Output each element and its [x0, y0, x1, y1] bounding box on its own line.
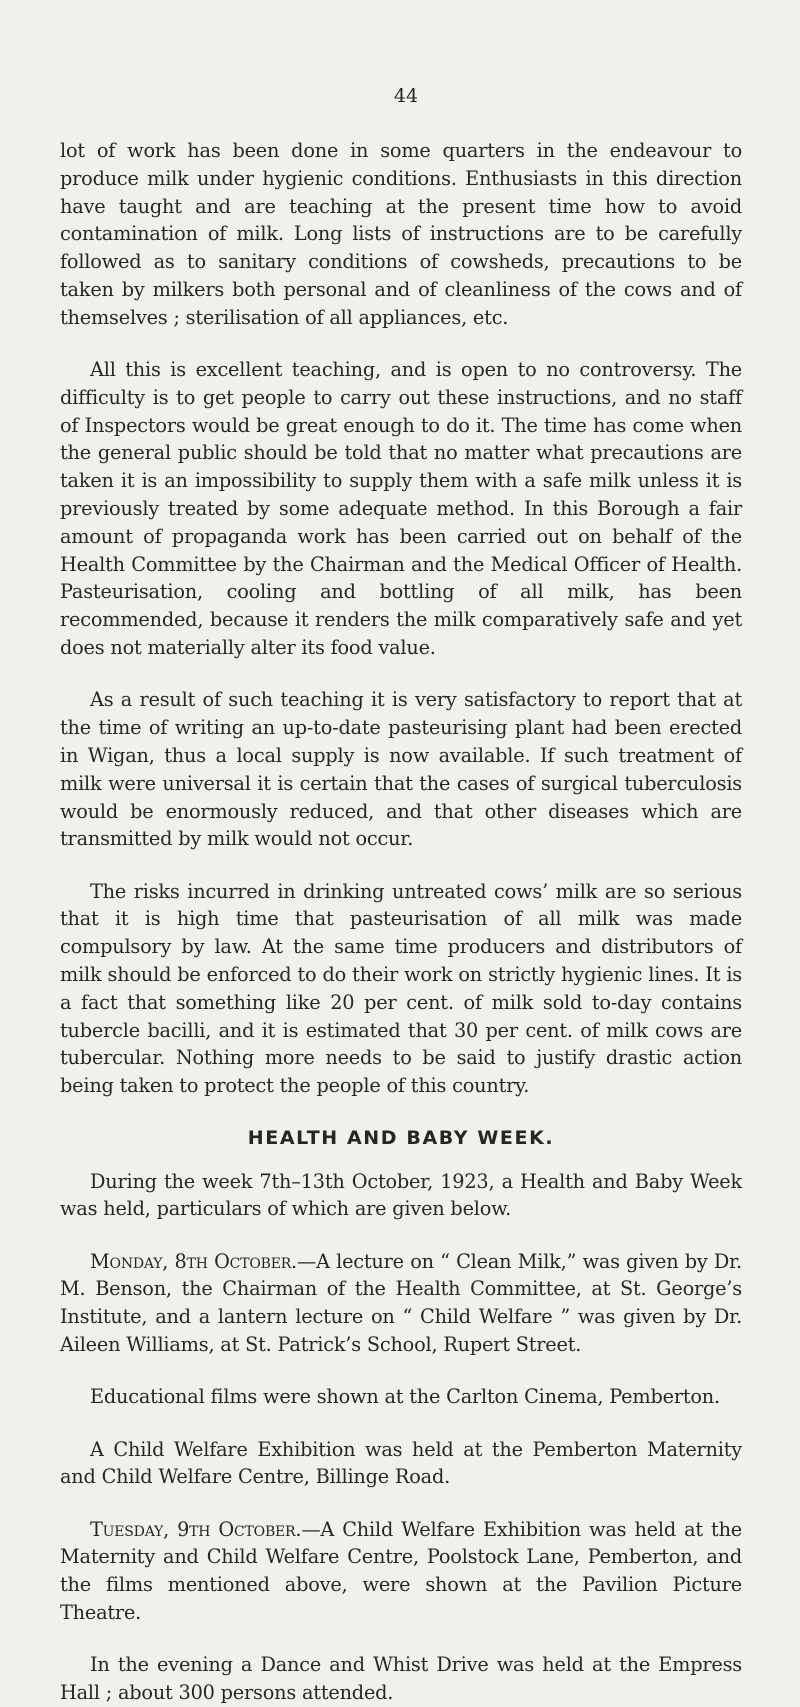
section-heading: HEALTH AND BABY WEEK.	[247, 1126, 555, 1149]
page-number: 44	[393, 85, 419, 107]
paragraph-tuesday	[60, 1516, 742, 1627]
paragraph-educational-films: Educational films were shown at the Carlton Cinema, Pemberton.	[90, 1385, 720, 1409]
paragraph-untreated-milk-risks: The risks incurred in drinking untreated cows’ milk are so serious that it is high time that pasteurisation of all milk was made compulsory by law. At the same time producers and distributors of milk should be enforced to do their work on strictly hygienic lines. It is a fact that something like 20 per cent. of milk sold to-day contains tubercle bacilli, and it is estimated that 30 per cent. of milk cows are tubercular. Nothing more needs to be said to justify drastic action being taken to protect the people of this country.	[60, 879, 742, 1098]
paragraph-dance-whist: In the evening a Dance and Whist Drive was held at the Empress Hall ; about 300 persons attended.	[60, 1653, 742, 1705]
monday-text: —A lecture on “ Clean Milk,” was given by Dr. M. Benson, the Chairman of the Health Committee, at St. George’s Institute, and a lantern lecture on “ Child Welfare ” was given by Dr. Aileen Williams, at St. Patrick’s School, Rupert Street.	[60, 1249, 742, 1356]
paragraph-week-intro: During the week 7th–13th October, 1923, a Health and Baby Week was held, particulars of which are given below.	[60, 1169, 742, 1221]
tuesday-date-label: Tuesday, 9th October.	[90, 1517, 302, 1541]
paragraph-monday	[60, 1248, 742, 1359]
paragraph-pasteurising-plant: As a result of such teaching it is very satisfactory to report that at the time of writing an up-to-date pasteurising plant had been erected in Wigan, thus a local supply is now available. If such treatment of milk were universal it is certain that the cases of surgical tuberculosis would be enormously reduced, and that other diseases which are transmitted by milk would not occur.	[60, 688, 742, 851]
monday-date-label: Monday, 8th October.	[90, 1249, 297, 1273]
paragraph-excellent-teaching: All this is excellent teaching, and is open to no controversy. The difficulty is to get people to carry out these instructions, and no staff of Inspectors would be great enough to do it. The time has come when the general public should be told that no matter what precautions are taken it is an impossibility to supply them with a safe milk unless it is previously treated by some adequate method. In this Borough a fair amount of propaganda work has been carried out on behalf of the Health Committee by the Chairman and the Medical Officer of Health. Pasteurisation, cooling and bottling of all milk, has been recommended, because it renders the milk comparatively safe and yet does not materially alter its food value.	[60, 358, 742, 660]
paragraph-milk-hygiene: lot of work has been done in some quarters in the endeavour to produce milk under hygienic conditions. Enthusiasts in this direction have taught and are teaching at the present time how to avoid contamination of milk. Long lists of instructions are to be carefully followed as to sanitary conditions of cowsheds, precautions to be taken by milkers both personal and of cleanliness of the cows and of themselves ; sterilisation of all appliances, etc.	[60, 139, 742, 329]
paragraph-exhibition-billinge: A Child Welfare Exhibition was held at the Pemberton Maternity and Child Welfare Centre, Billinge Road.	[60, 1437, 742, 1489]
tuesday-text: —A Child Welfare Exhibition was held at the Maternity and Child Welfare Centre, Poolstock Lane, Pemberton, and the films mentioned above, were shown at the Pavilion Picture Theatre.	[60, 1517, 742, 1625]
